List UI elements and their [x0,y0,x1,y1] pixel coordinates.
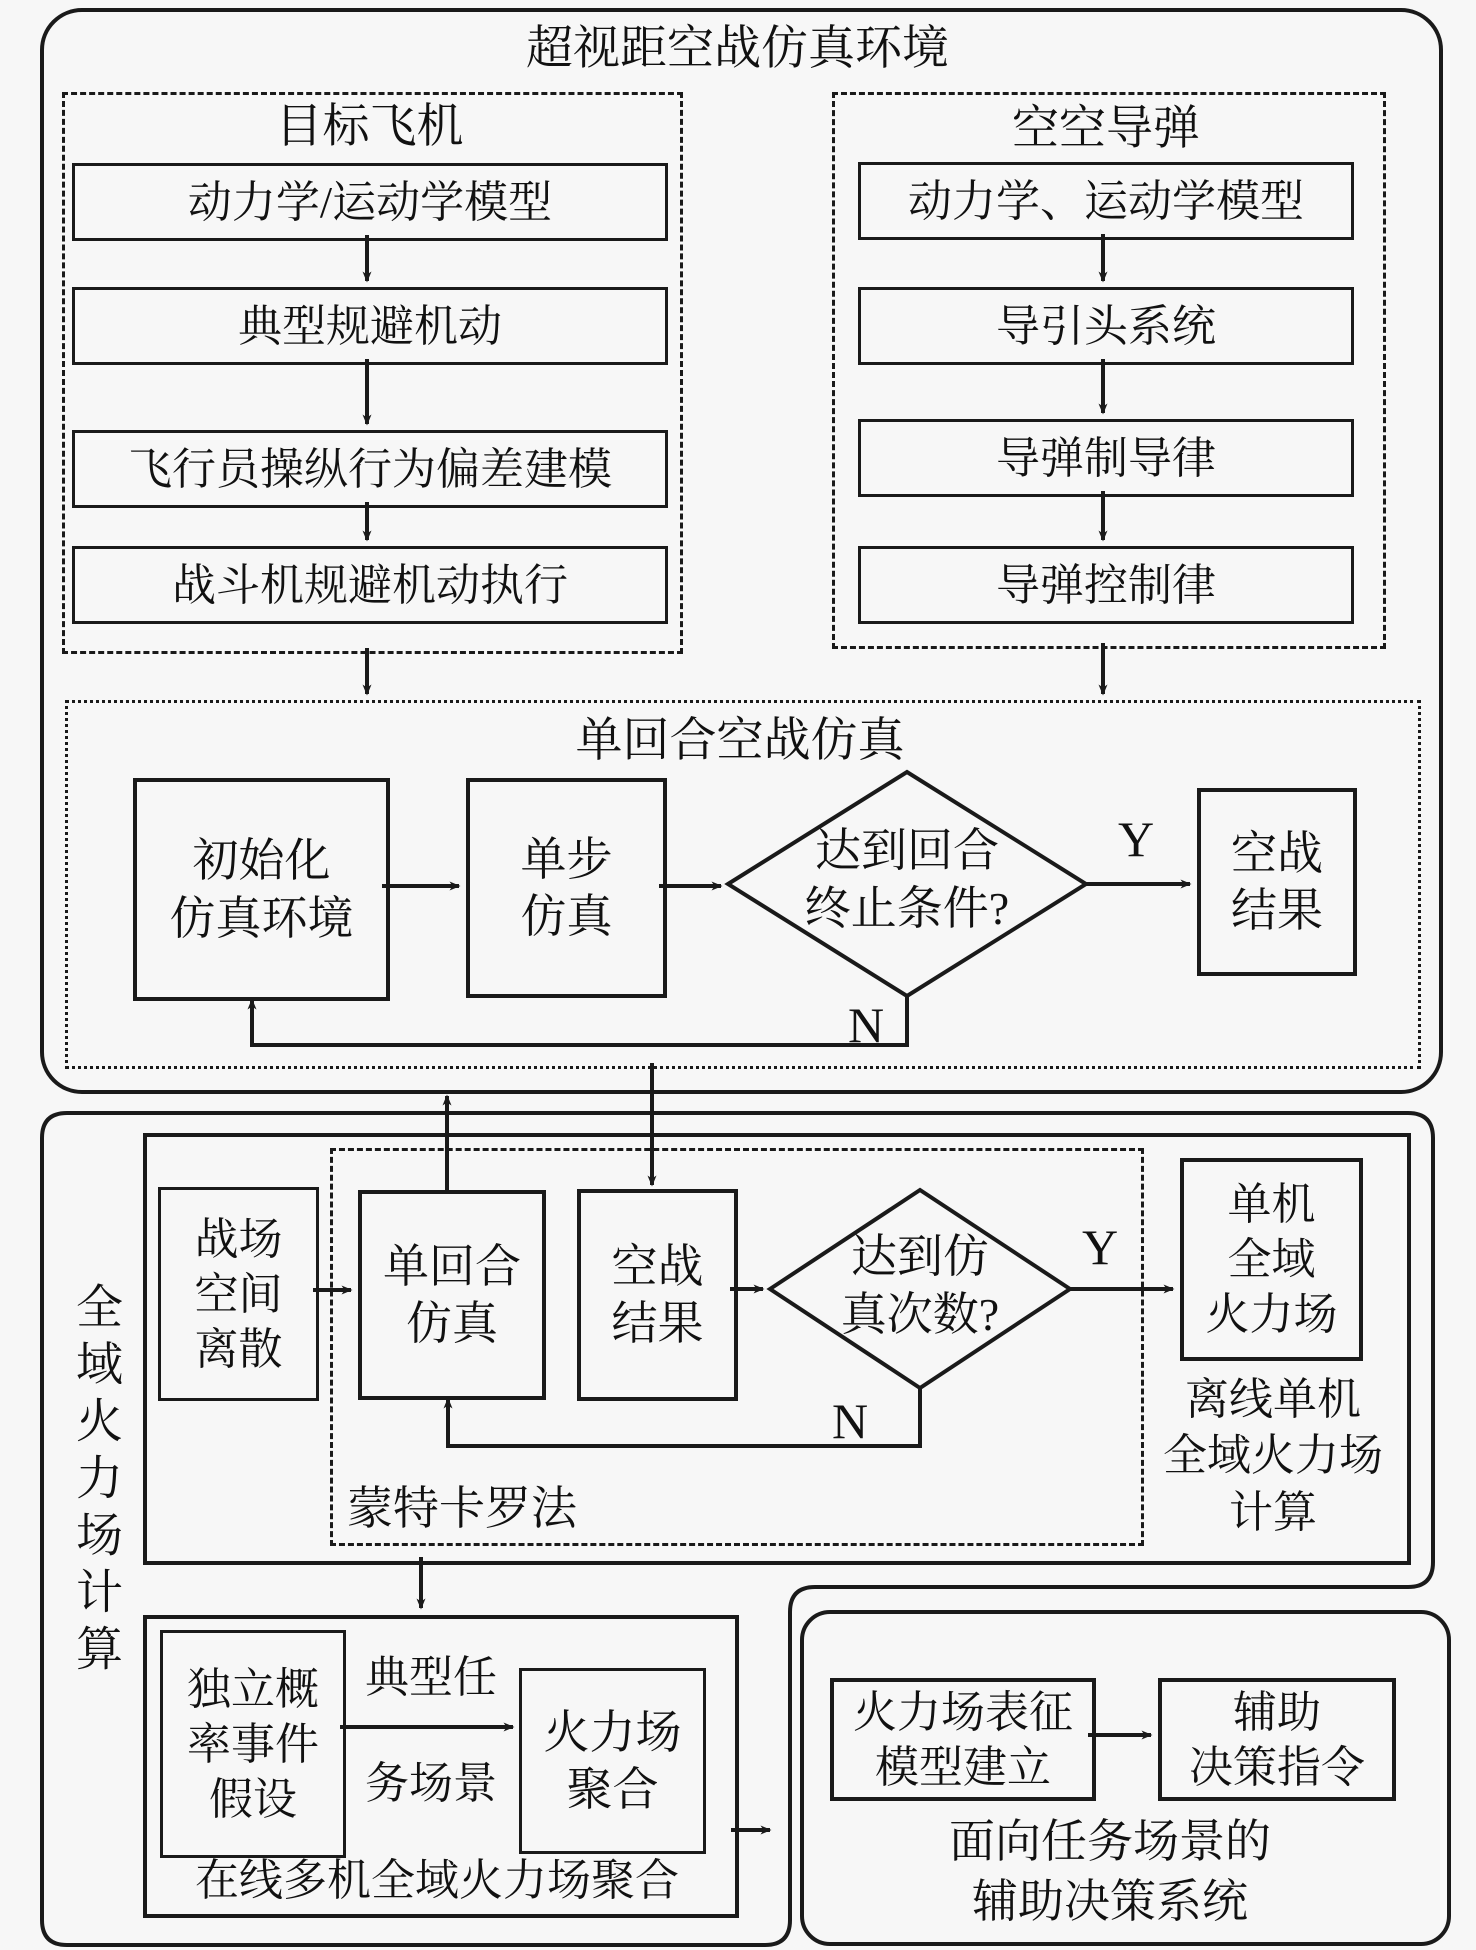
field-representation-model-box: 火力场表征 模型建立 [830,1678,1096,1801]
main-title: 超视距空战仿真环境 [526,23,949,75]
ta-box-label: 飞行员操纵行为偏差建模 [128,444,612,494]
combat-result-box-top [1197,788,1357,976]
global-firepower-vertical-title: 全域火力场计算 [69,1282,121,1681]
missile-box-label: 导弹控制律 [996,560,1216,610]
init-sim-env-box [133,778,390,1001]
decision-system-label: 面向任务场景的 辅助决策系统 [949,1816,1271,1927]
missile-control-law-box [858,546,1354,624]
scenario-label-bottom: 务场景 [365,1759,497,1808]
decision-command-box: 辅助 决策指令 [1158,1678,1396,1801]
sim-count-decision-text: 达到仿 真次数? [840,1231,1000,1340]
ta-pilot-deviation-box [72,430,668,508]
independent-probability-box: 独立概 率事件 假设 [160,1630,346,1858]
ta-box-label: 战斗机规避机动执行 [172,560,568,610]
ta-maneuver-execution-box [72,546,668,624]
battlefield-discretization-box: 战场 空间 离散 [158,1187,319,1401]
step-line: 单步 [520,833,613,885]
ta-dynamics-model-box [72,163,668,241]
ta-box-label: 动力学/运动学模型 [187,177,553,227]
single-round-sim-title: 单回合空战仿真 [575,715,905,767]
monte-carlo-label: 蒙特卡罗法 [347,1483,577,1534]
missile-box-label: 动力学、运动学模型 [908,176,1304,226]
field-aggregation-box: 火力场 聚合 [519,1668,706,1854]
missile-title: 空空导弹 [1012,103,1200,155]
missile-guidance-law-box [858,419,1354,497]
ta-box-label: 典型规避机动 [238,301,502,351]
yes-label-bottom: Y [1082,1219,1119,1275]
target-aircraft-title: 目标飞机 [275,101,464,153]
missile-dynamics-box [858,162,1354,240]
single-round-sim-box-bottom: 单回合 仿真 [358,1190,546,1400]
combat-result-box-bottom: 空战 结果 [577,1189,738,1401]
missile-box-label: 导弹制导律 [996,433,1216,483]
init-line: 仿真环境 [169,892,354,944]
single-aircraft-field-box: 单机 全域 火力场 [1180,1158,1363,1361]
ta-evasive-maneuver-box [72,287,668,365]
online-aggregation-label: 在线多机全域火力场聚合 [195,1856,679,1905]
offline-computation-label: 离线单机 全域火力场 计算 [1163,1375,1383,1537]
result-line: 结果 [1231,885,1323,936]
single-step-sim-box [466,778,667,998]
result-line: 空战 [1231,827,1323,879]
missile-seeker-box [858,287,1354,365]
yes-label-top: Y [1118,811,1155,867]
no-label-bottom: N [832,1393,869,1449]
init-line: 初始化 [192,835,331,886]
no-label-top: N [848,997,885,1053]
scenario-label-top: 典型任 [365,1653,497,1702]
missile-box-label: 导引头系统 [996,301,1216,351]
step-line: 仿真 [520,891,613,942]
round-termination-decision-text: 达到回合 终止条件? [804,825,1010,934]
